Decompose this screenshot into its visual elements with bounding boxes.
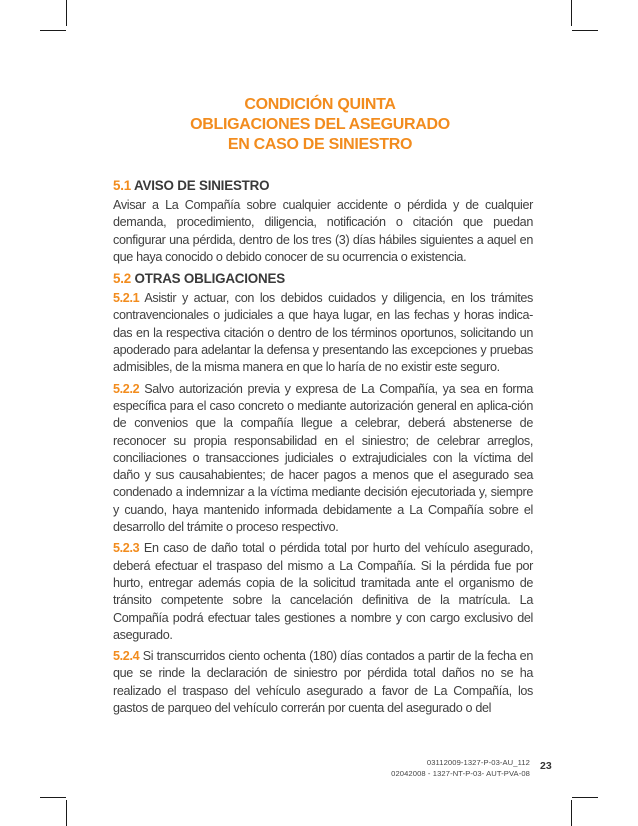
crop-mark <box>571 0 572 26</box>
clause-text: Salvo autorización previa y expresa de La Compañía, ya sea en forma específica para el caso concreto o mediante autorización general en aplica-ción de convenios que la compañía llegue a celebrar, deberá abstenerse de reconocer su propia responsabilidad en el siniestro; de celebrar arreglos, conciliaciones o transacciones judiciales o extrajudiciales con la víctima del daño y sus causahabientes; de hacer pagos a menos que el asegurado sea condenado a indemnizar a la víctima mediante decisión ejecutoriada y, siempre y cuando, haya mantenido informada debidamente a La Compañía sobre el desarrollo del trámite o proceso respectivo. <box>113 381 534 535</box>
section-heading-5-2 <box>113 270 533 288</box>
page-title <box>115 95 525 155</box>
title-line: CONDICIÓN QUINTA <box>244 96 396 113</box>
paragraph-5-2-4 <box>113 648 533 717</box>
clause-number: 5.2.2 <box>113 381 140 396</box>
section-heading-5-1 <box>113 177 533 195</box>
crop-mark <box>572 797 598 798</box>
section-heading-text: AVISO DE SINIESTRO <box>134 178 270 193</box>
clause-text: En caso de daño total o pérdida total por hurto del vehículo asegurado, deberá efectuar el traspaso del mismo a La Compañía. Si la pérdida fue por hurto, entregar además copia de la solicitud tramitada ante el organismo de tránsito competente sobre la cancelación definitiva de la matrícula. La Compañía podrá efectuar tales gestiones a nombre y con cargo exclusivo del asegurado. <box>113 541 533 642</box>
crop-mark <box>66 800 67 826</box>
paragraph-5-1: Avisar a La Compañía sobre cualquier accidente o pérdida y de cualquier demanda, procedimiento, diligencia, notificación o citación que puedan configurar una pérdida, dentro de los tres (3) días hábiles siguientes a aquel en que haya conocido o debido conocer de su ocurrencia o existencia. <box>113 198 533 264</box>
section-heading-text: OTRAS OBLIGACIONES <box>134 271 285 287</box>
clause-number: 5.2.1 <box>113 291 140 306</box>
document-code: 02042008 - 1327-NT-P-03- AUT-PVA-08 <box>391 769 530 778</box>
crop-mark <box>40 30 66 31</box>
crop-mark <box>40 797 66 798</box>
section-number: 5.2 <box>113 271 132 287</box>
document-code: 03112009-1327-P-03-AU_112 <box>426 758 530 767</box>
paragraph-5-2-3 <box>113 540 533 644</box>
clause-text: Si transcurridos ciento ochenta (180) días contados a partir de la fecha en que se rinde la declaración de siniestro por pérdida total daños no se ha realizado el traspaso del vehículo asegurado a favor de La Compañía, los gastos de parqueo del vehículo correrán por cuenta del asegurado o del <box>113 649 533 716</box>
crop-mark <box>571 800 572 826</box>
paragraph-5-2-1 <box>113 290 533 376</box>
clause-number: 5.2.4 <box>113 649 140 664</box>
crop-mark <box>66 0 67 26</box>
crop-mark <box>572 30 598 31</box>
page-number: 23 <box>540 760 552 772</box>
clause-number: 5.2.3 <box>113 541 140 556</box>
document-body <box>113 177 533 721</box>
paragraph-5-2-2 <box>113 381 533 537</box>
title-line: EN CASO DE SINIESTRO <box>227 136 413 153</box>
title-line: OBLIGACIONES DEL ASEGURADO <box>190 116 450 133</box>
clause-text: Asistir y actuar, con los debidos cuidados y diligencia, en los trámites contravencionales o judiciales a que haya lugar, en las fechas y horas indica-das en la respectiva citación o dentro de los términos oportunos, solicitando un apoderado para adelantar la defensa y presentando las excepciones y pruebas admisibles, de la misma manera en que lo haría de no existir este seguro. <box>113 291 533 375</box>
section-number: 5.1 <box>113 178 132 193</box>
document-codes <box>391 757 530 779</box>
